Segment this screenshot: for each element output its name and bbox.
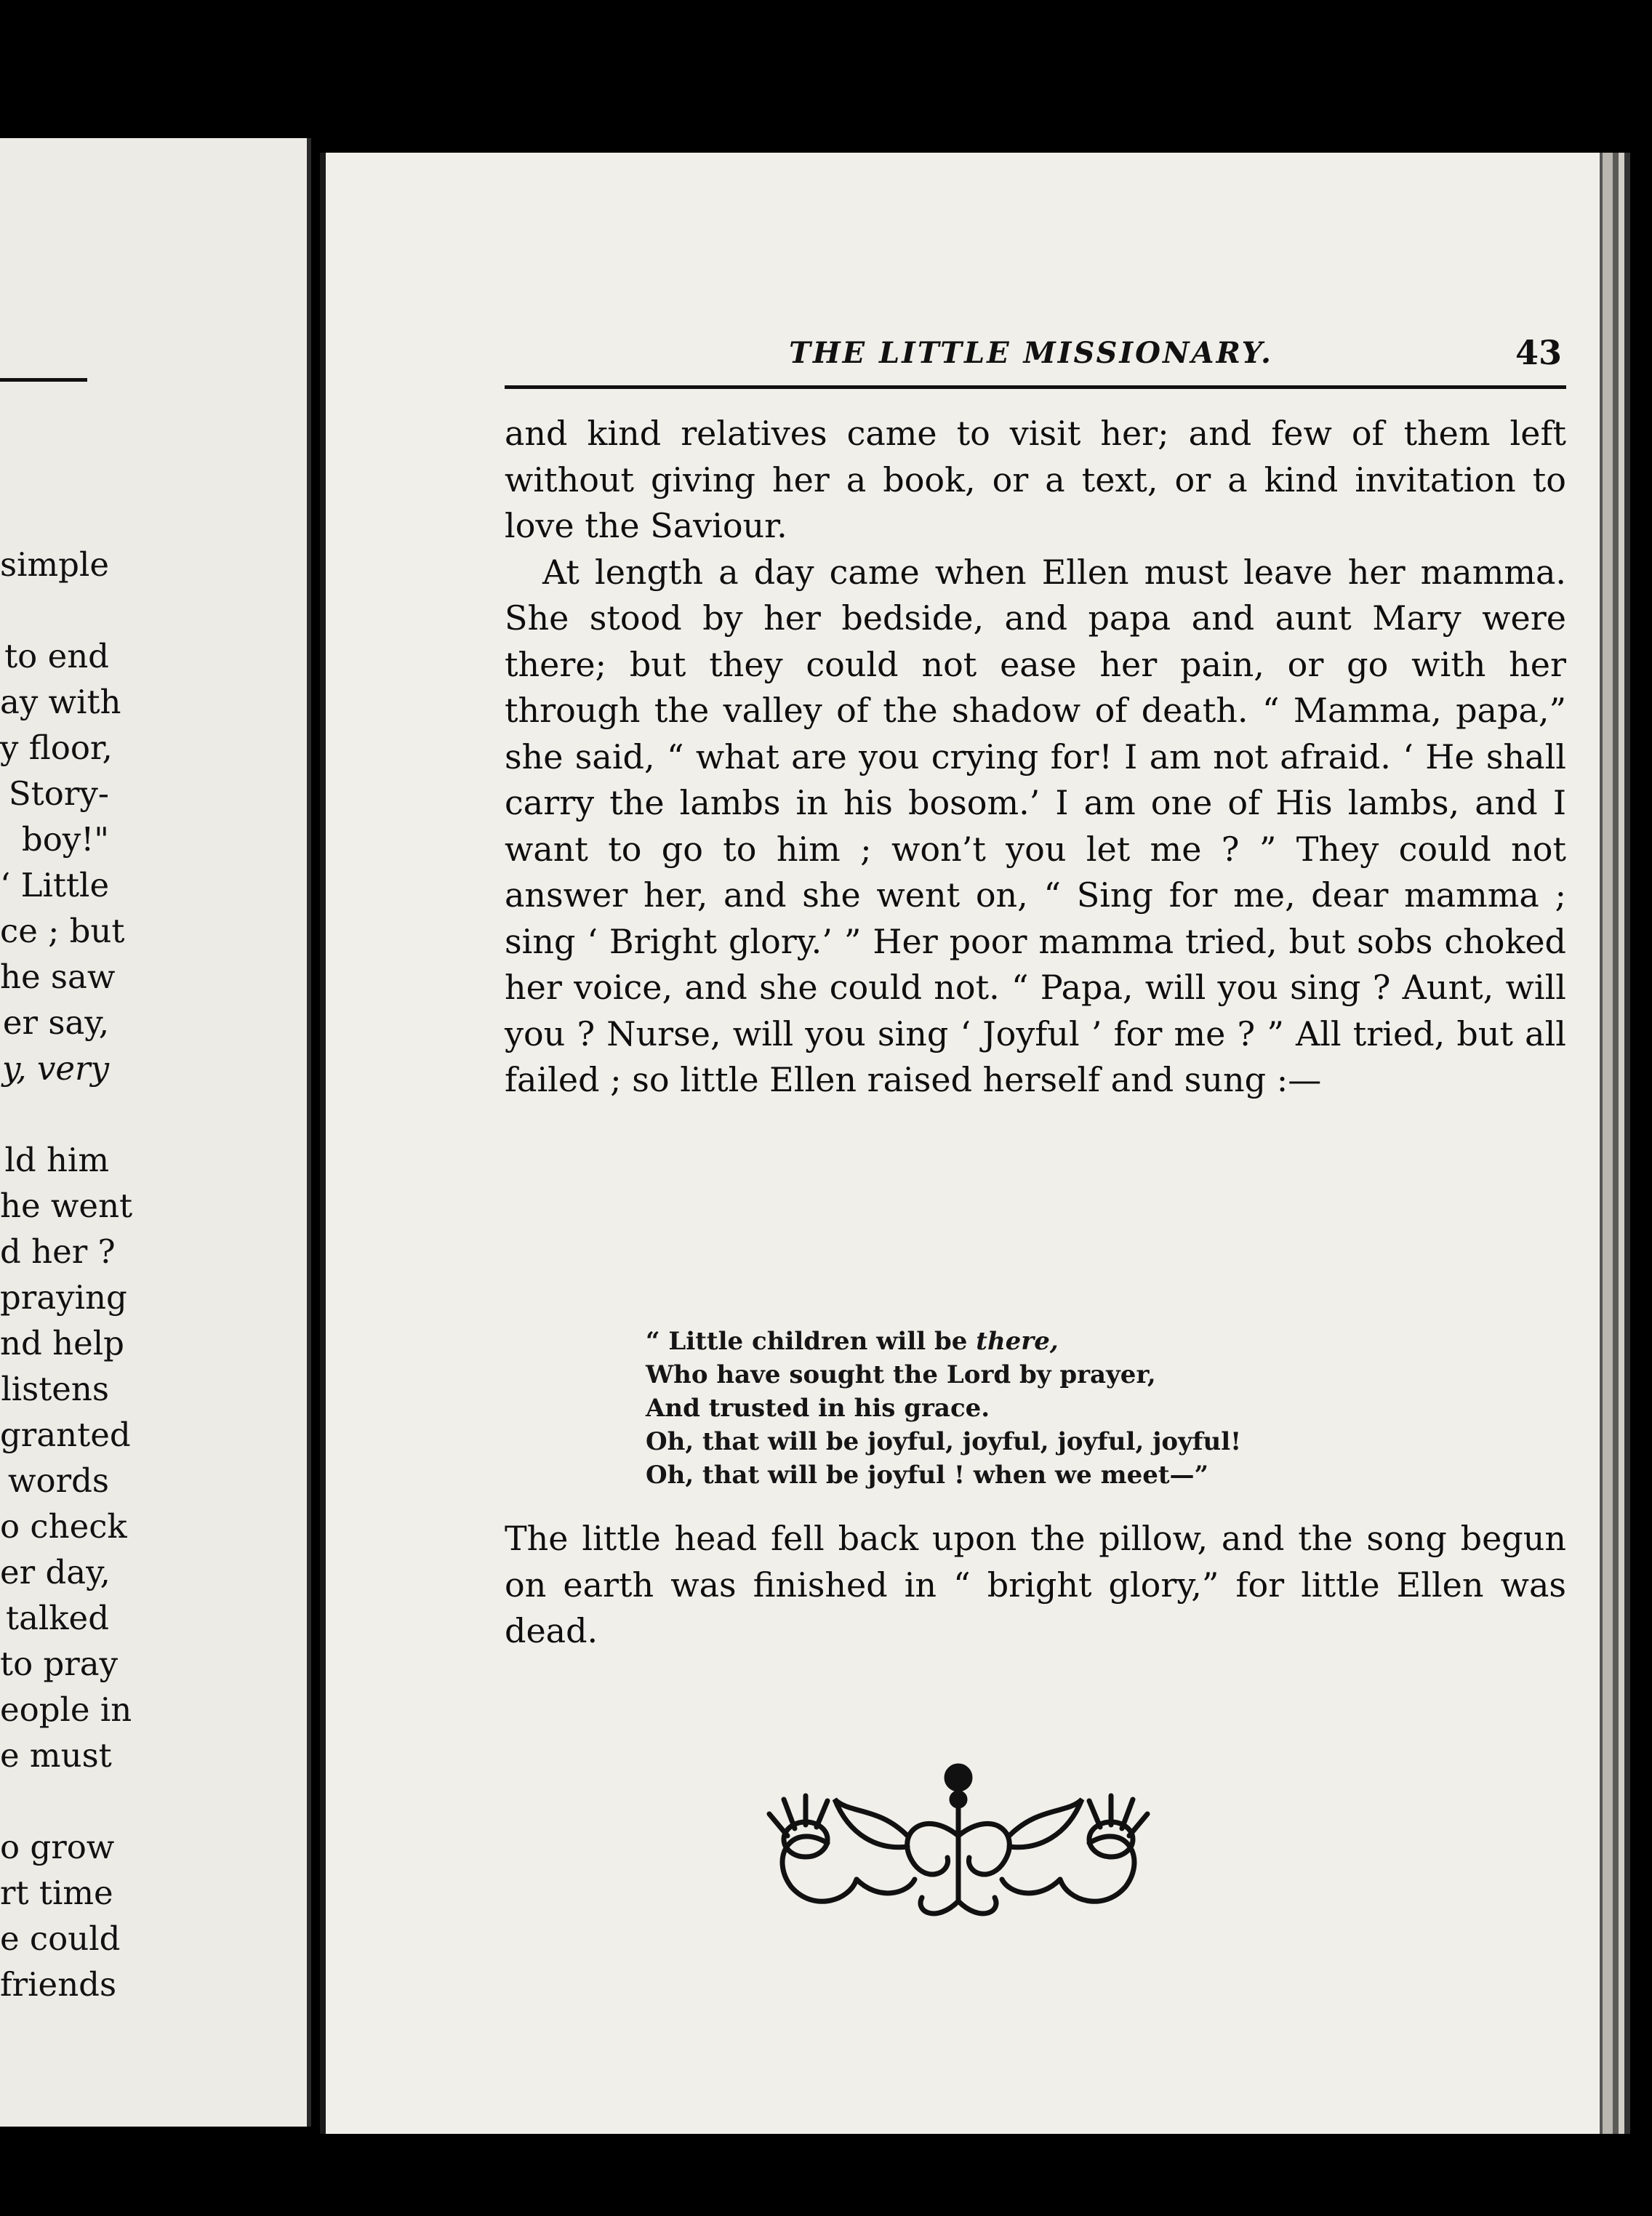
previous-page-line: d her ? [0,1232,116,1271]
hymn-line: Oh, that will be joyful, joyful, joyful, joyful! [646,1427,1242,1456]
running-head [500,327,1562,385]
hymn-line [646,1325,1446,1358]
paragraph-continued: and kind relatives came to visit her; and few of them left without giving her a book, or a text, or a kind invitation to love the Saviour. [505,414,1566,545]
previous-page-line: granted [0,1416,131,1454]
previous-page-line: e must [0,1736,112,1775]
previous-page-line: to pray [0,1645,119,1683]
hymn-verse [646,1325,1446,1492]
previous-page-line [0,1778,109,1824]
paragraph-ellen-farewell: At length a day came when Ellen must leave her mamma. She stood by her bedside, and papa and aunt Mary were there; but they could not ease her pain, or go with her through the valley of the shadow of death. “ Mamma, papa,” she said, “ what are you crying for! I am not afraid. ‘ He shall carry the lambs in his bosom.’ I am one of His lambs, and I want to go to him ; won’t you let me ? ” They could not answer her, and she went on, “ Sing for me, dear mamma ; sing ‘ Bright glory.’ ” Her poor mamma tried, but sobs choked her voice, and she could not. “ Papa, will you sing ? Aunt, will you ? Nurse, will you sing ‘ Joyful ’ for me ? ” All tried, but all failed ; so little Ellen raised herself and sung :— [505,552,1566,1099]
previous-page-line: o grow [0,1828,115,1866]
previous-page-line: listens [1,1370,109,1408]
previous-page-line: friends [0,1965,117,2004]
previous-page-lines [0,542,133,2007]
hymn-line: Who have sought the Lord by prayer, [646,1360,1156,1389]
header-rule [505,385,1566,389]
previous-page-line: to end [4,637,109,675]
previous-page-line: er say, [2,1003,109,1042]
previous-page-line [0,587,109,633]
previous-page-line: er day, [0,1553,111,1591]
previous-page-line: eople in [0,1690,132,1729]
previous-page-line: talked [5,1599,109,1637]
hymn-line-text: “ Little children will be [646,1327,977,1356]
previous-page-line: y floor, [0,728,113,767]
previous-page-line: praying [0,1278,127,1317]
page-number: 43 [1515,333,1562,372]
closing-paragraph: The little head fell back upon the pillow, and the song begun on earth was finished in “ bright glory,” for little Ellen was dead. [505,1519,1566,1650]
previous-page-line: e could [0,1919,121,1958]
previous-page-line: boy!" [21,820,109,859]
body-text [505,411,1566,1104]
hymn-line: And trusted in his grace. [646,1394,990,1423]
previous-page-line: Story- [8,774,109,813]
hymn-line-emphasis: there, [976,1327,1059,1356]
previous-page-line: ld him [4,1141,109,1179]
previous-page-line: he saw [0,958,116,996]
previous-page-line: o check [0,1507,127,1546]
previous-page-line: nd help [0,1324,124,1362]
previous-page-line: ‘ Little [0,866,110,904]
previous-page-line: words [7,1461,109,1500]
previous-page-rule [0,378,87,382]
hymn-line: Oh, that will be joyful ! when we meet—” [646,1461,1209,1490]
previous-page-line: simple [0,545,109,584]
previous-page-line: he went [0,1187,133,1225]
previous-page-line: ay with [0,683,121,721]
previous-page-line: rt time [0,1874,113,1912]
previous-page-line: ce ; but [0,912,125,950]
running-title: THE LITTLE MISSIONARY. [789,336,1273,370]
floral-ornament-icon [740,1756,1176,1930]
previous-page-line: y, very [1,1049,109,1088]
book-page [320,153,1603,2134]
closing-paragraph-wrap [505,1516,1566,1655]
previous-page-line [0,1091,109,1137]
previous-page [0,138,311,2127]
